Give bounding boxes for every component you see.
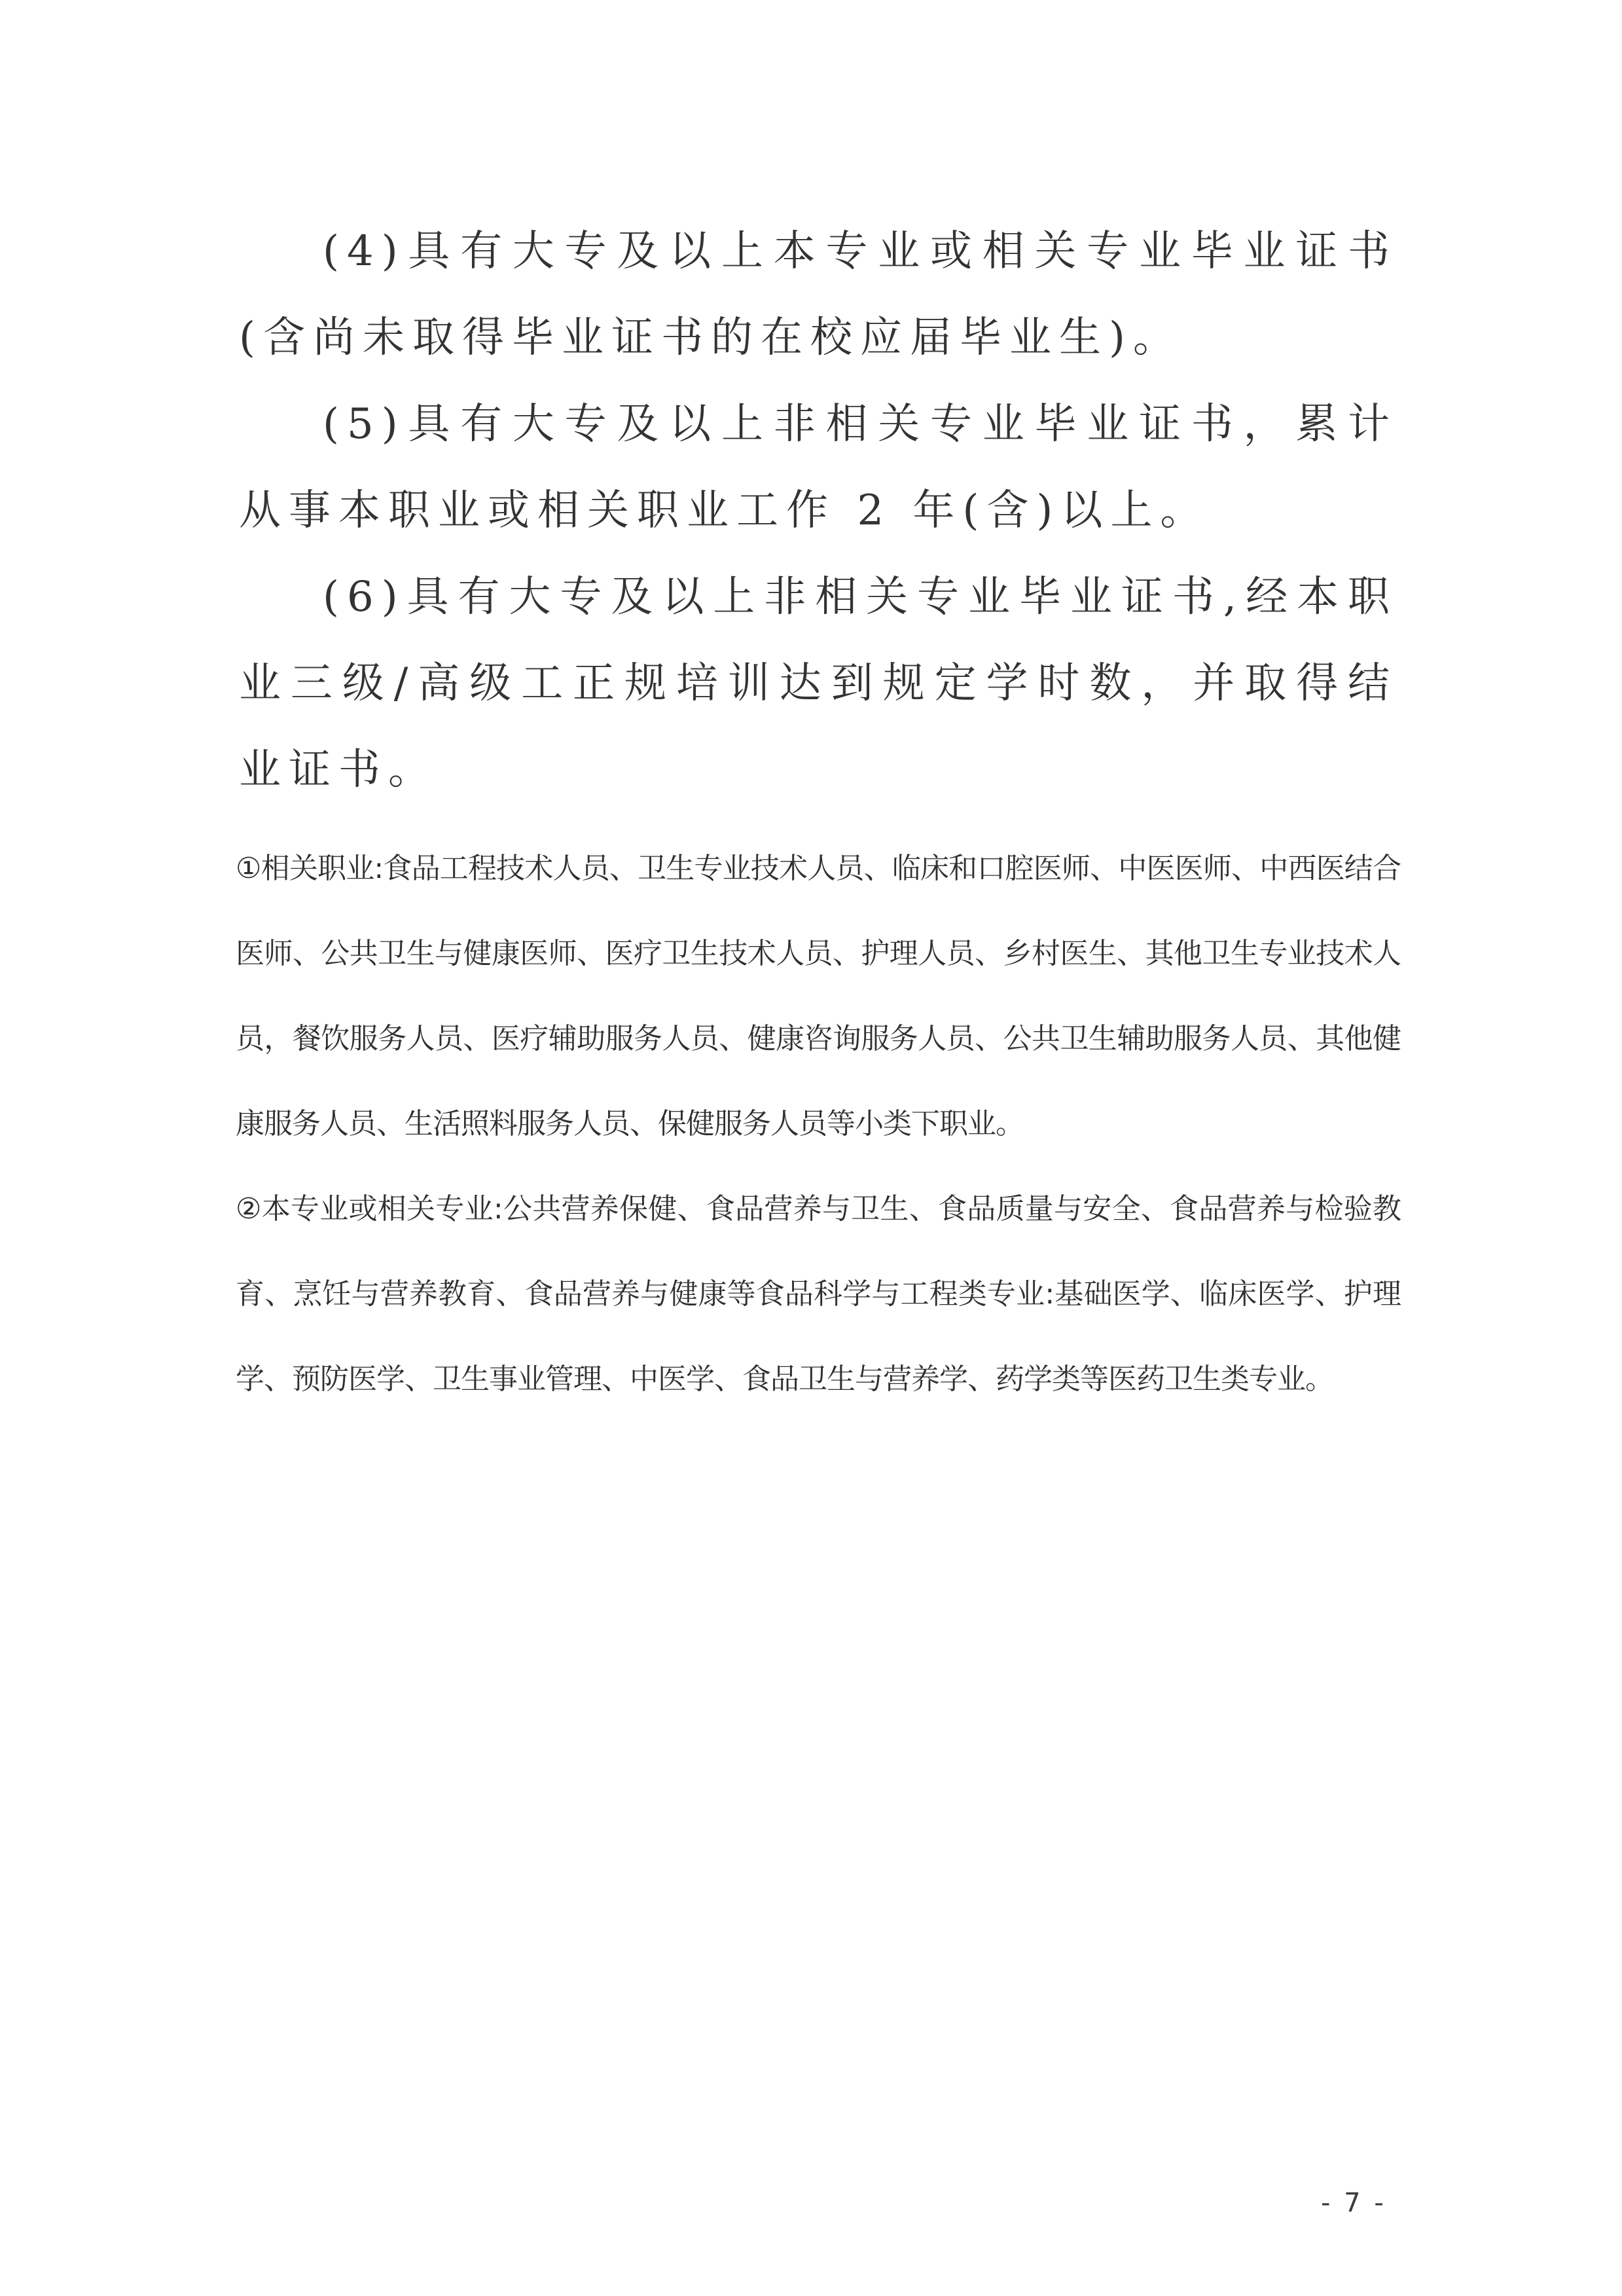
- criterion-6: (6)具有大专及以上非相关专业毕业证书,经本职业三级/高级工正规培训达到规定学时数，并取得结业证书。: [239, 573, 1397, 794]
- eligibility-criteria: [239, 208, 1397, 813]
- page-number: - 7 -: [1321, 2188, 1386, 2218]
- footnote-related-occupations: ①相关职业:食品工程技术人员、卫生专业技术人员、临床和口腔医师、中医医师、中西医结合医师、公共卫生与健康医师、医疗卫生技术人员、护理人员、乡村医生、其他卫生专业技术人员，餐饮服务人员、医疗辅助服务人员、健康咨询服务人员、公共卫生辅助服务人员、其他健康服务人员、生活照料服务人员、保健服务人员等小类下职业。: [236, 852, 1401, 1140]
- footnotes: [236, 826, 1401, 1422]
- criterion-4: (4)具有大专及以上本专业或相关专业毕业证书(含尚未取得毕业证书的在校应届毕业生)。: [239, 227, 1397, 362]
- criterion-5: (5)具有大专及以上非相关专业毕业证书，累计从事本职业或相关职业工作 2 年(含)以上。: [239, 400, 1397, 535]
- footnote-related-majors: ②本专业或相关专业:公共营养保健、食品营养与卫生、食品质量与安全、食品营养与检验教育、烹饪与营养教育、食品营养与健康等食品科学与工程类专业:基础医学、临床医学、护理学、预防医学、卫生事业管理、中医学、食品卫生与营养学、药学类等医药卫生类专业。: [236, 1192, 1401, 1396]
